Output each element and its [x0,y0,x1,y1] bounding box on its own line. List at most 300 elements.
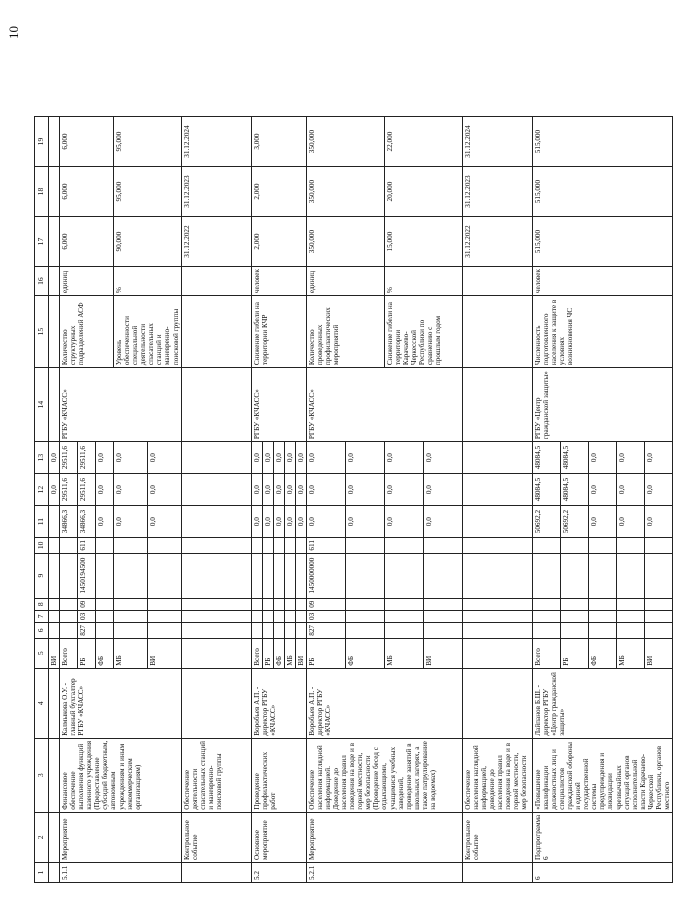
empty-cell [462,368,532,442]
code-vr [251,538,262,554]
code-rz [616,610,644,622]
empty-cell [181,474,251,506]
code-pr [273,598,284,610]
amount-2022: 0,0 [262,506,273,538]
amount-2022: 0,0 [306,506,345,538]
indicator-name: Снижение гибели на территории КЧР [251,296,306,368]
code-grbs: 827 [306,622,345,638]
column-number-header: 17 [35,217,49,267]
funding-row [532,117,560,883]
column-number-header: 7 [35,610,49,622]
amount-2024: 0,0 [284,442,295,474]
code-grbs [251,622,262,638]
code-grbs [423,622,462,638]
amount-2022: 0,0 [616,506,644,538]
code-rz [284,610,295,622]
empty-cell [462,638,532,668]
empty-cell [181,442,251,474]
amount-2022: 0,0 [147,506,181,538]
amount-2024: 29511,6 [78,442,96,474]
column-number-header: 16 [35,267,49,296]
code-csr [284,553,295,598]
amount-2024: 0,0 [114,442,148,474]
code-rz [384,610,423,622]
code-grbs [588,622,616,638]
row-executor: Лайпанов Б.Ш. - директор РГБУ «Центр гражданской защиты» [532,668,672,738]
column-number-header: 18 [35,167,49,217]
empty-cell [181,598,251,610]
code-vr [644,538,672,554]
code-csr [644,553,672,598]
empty-cell [181,296,251,368]
code-vr [114,538,148,554]
funding-source: ВИ [295,638,306,668]
control-event-row [462,117,532,883]
row-description: Финансовое обеспечение выполнения функций казенного учреждения (Предоставление субсидий бюджетным, автономным учреждениям и иным некоммерческим организациям) [60,738,182,812]
funding-source: Всего [532,638,560,668]
empty-cell [462,610,532,622]
column-number-header: 15 [35,296,49,368]
code-csr [588,553,616,598]
code-csr [147,553,181,598]
empty-cell [49,167,60,217]
funding-source: МБ [284,638,295,668]
funding-source: Всего [60,638,78,668]
code-csr [262,553,273,598]
code-pr [345,598,384,610]
code-grbs [262,622,273,638]
deadline-2024: 31.12.2024 [462,117,532,167]
code-csr [96,553,114,598]
amount-2023: 29511,6 [78,474,96,506]
indicator-2023: 20,000 [384,167,462,217]
indicator-2024: 515,000 [532,117,672,167]
row-executor: Воробьев А.П. - директор РГБУ «КЧАСС» [251,668,306,738]
indicator-name: Численность подготовленного населения к защите в условиях возникновения ЧС [532,296,672,368]
code-grbs [560,622,588,638]
funding-source: ВИ [147,638,181,668]
funding-source: ВИ [644,638,672,668]
indicator-name: Количество структурных подразделений АСФ [60,296,114,368]
amount-2022: 0,0 [384,506,423,538]
code-pr [295,598,306,610]
amount-2022: 50692,2 [532,506,560,538]
row-number [181,863,251,883]
code-pr [262,598,273,610]
participant: РГБУ «Центр гражданской защиты» [532,368,672,442]
amount-2022: 0,0 [114,506,148,538]
empty-cell [462,622,532,638]
amount-2023: 0,0 [96,474,114,506]
amount-2023: 0,0 [49,474,60,506]
funding-row [60,117,78,883]
amount-2023: 0,0 [423,474,462,506]
code-grbs [114,622,148,638]
amount-2024: 29511,6 [60,442,78,474]
code-pr [532,598,560,610]
code-pr: 09 [78,598,96,610]
empty-cell [462,442,532,474]
code-rz [147,610,181,622]
amount-2023: 0,0 [284,474,295,506]
code-csr [273,553,284,598]
code-pr [251,598,262,610]
indicator-unit: % [384,267,462,296]
amount-2024: 0,0 [262,442,273,474]
row-number [462,863,532,883]
funding-source: ФБ [273,638,284,668]
amount-2023: 0,0 [588,474,616,506]
row-executor [462,668,532,738]
row-number: 6 [532,863,672,883]
row-description: «Повышение квалификации должностных лиц и специалистов гражданской обороны и единой государственной системы предупреждения и ликвидации чрезвычайных ситуаций органов исполнительной власти Карачаево-Черкесской Республики, органов местного [532,738,672,812]
row-description: Обеспечение деятельности спасательных станций и маневренно-поисковой группы [181,738,251,812]
code-vr [60,538,78,554]
control-event-row [181,117,251,883]
code-rz [251,610,262,622]
program-table [34,116,673,883]
amount-2024: 48084,5 [560,442,588,474]
code-rz [560,610,588,622]
code-pr [284,598,295,610]
code-csr [616,553,644,598]
amount-2022: 0,0 [251,506,262,538]
funding-row [306,117,345,883]
amount-2023: 0,0 [147,474,181,506]
column-number-header: 11 [35,506,49,538]
column-number-header: 5 [35,638,49,668]
code-rz: 03 [78,610,96,622]
code-pr [616,598,644,610]
empty-cell [181,538,251,554]
amount-2022: 0,0 [588,506,616,538]
amount-2023: 0,0 [306,474,345,506]
code-vr: 611 [78,538,96,554]
indicator-unit: человек [251,267,306,296]
code-pr [60,598,78,610]
empty-cell [462,474,532,506]
column-number-row [35,117,49,883]
column-number-header: 6 [35,622,49,638]
code-grbs [273,622,284,638]
code-vr [273,538,284,554]
code-rz [60,610,78,622]
code-vr [284,538,295,554]
amount-2023: 48084,5 [532,474,560,506]
funding-row [251,117,262,883]
row-number [49,863,60,883]
code-rz [345,610,384,622]
indicator-2023: 6,000 [60,167,114,217]
participant: РГБУ «КЧАСС» [306,368,462,442]
indicator-2022: 6,000 [60,217,114,267]
indicator-unit: единиц [60,267,114,296]
empty-cell [49,267,60,296]
amount-2023: 48084,5 [560,474,588,506]
code-pr [114,598,148,610]
indicator-name: Снижение гибели на территории Карачаево-Черкесской Республики по сравнению с прошлым годом [384,296,462,368]
indicator-2023: 515,000 [532,167,672,217]
code-vr [588,538,616,554]
column-number-header: 10 [35,538,49,554]
funding-row [49,117,60,883]
column-number-header: 1 [35,863,49,883]
code-pr [384,598,423,610]
code-vr [532,538,560,554]
code-csr [60,553,78,598]
amount-2022: 0,0 [273,506,284,538]
amount-2024: 0,0 [251,442,262,474]
row-type: Основное мероприятие [251,812,306,862]
participant: РГБУ «КЧАСС» [60,368,182,442]
indicator-name: Количество проведенных профилактических мероприятий [306,296,384,368]
indicator-2024: 3,000 [251,117,306,167]
empty-cell [181,506,251,538]
code-csr [532,553,560,598]
amount-2024: 0,0 [273,442,284,474]
funding-source: ФБ [96,638,114,668]
empty-cell [181,267,251,296]
code-rz [532,610,560,622]
code-csr [560,553,588,598]
indicator-unit: % [114,267,182,296]
amount-2024: 0,0 [345,442,384,474]
empty-cell [181,610,251,622]
amount-2022: 0,0 [423,506,462,538]
deadline-2024: 31.12.2024 [181,117,251,167]
funding-source: РБ [262,638,273,668]
amount-2022: 0,0 [295,506,306,538]
amount-2023: 0,0 [114,474,148,506]
code-rz [295,610,306,622]
code-vr [345,538,384,554]
column-number-header: 19 [35,117,49,167]
column-number-header: 13 [35,442,49,474]
funding-source: ФБ [588,638,616,668]
indicator-2022: 350,000 [306,217,384,267]
code-vr [96,538,114,554]
code-rz [49,610,60,622]
code-vr [384,538,423,554]
row-executor [49,668,60,738]
row-type: Контрольное событие [181,812,251,862]
code-grbs [284,622,295,638]
funding-source: ФБ [345,638,384,668]
indicator-2023: 95,000 [114,167,182,217]
amount-2022: 50692,2 [560,506,588,538]
row-type: Подпрограмма 6 [532,812,672,862]
column-number-header: 2 [35,812,49,862]
empty-cell [462,538,532,554]
indicator-unit: человек [532,267,672,296]
code-grbs: 827 [78,622,96,638]
indicator-2022: 90,000 [114,217,182,267]
amount-2022: 0,0 [284,506,295,538]
amount-2024: 0,0 [616,442,644,474]
code-csr: 1450000000 [306,553,345,598]
code-grbs [147,622,181,638]
amount-2022: 0,0 [644,506,672,538]
empty-cell [49,117,60,167]
code-vr [147,538,181,554]
indicator-2022: 2,000 [251,217,306,267]
empty-cell [181,553,251,598]
amount-2024: 48084,5 [532,442,560,474]
empty-cell [181,638,251,668]
code-rz [423,610,462,622]
code-pr [644,598,672,610]
code-rz [588,610,616,622]
code-csr [345,553,384,598]
row-description [49,738,60,812]
amount-2023: 0,0 [616,474,644,506]
empty-cell [49,217,60,267]
code-pr [560,598,588,610]
row-executor: Воробьев А.П. - директор РГБУ «КЧАСС» [306,668,462,738]
empty-cell [181,368,251,442]
amount-2023: 0,0 [273,474,284,506]
amount-2024: 0,0 [423,442,462,474]
code-rz [273,610,284,622]
row-executor [181,668,251,738]
amount-2023: 0,0 [384,474,423,506]
code-vr: 611 [306,538,345,554]
amount-2022: 34866,3 [60,506,78,538]
indicator-2024: 350,000 [306,117,384,167]
funding-source: РБ [560,638,588,668]
deadline-2023: 31.12.2023 [462,167,532,217]
deadline-2023: 31.12.2023 [181,167,251,217]
row-type [49,812,60,862]
code-vr [423,538,462,554]
amount-2024: 0,0 [644,442,672,474]
amount-2023: 0,0 [644,474,672,506]
code-csr [384,553,423,598]
empty-cell [462,553,532,598]
row-type: Контрольное событие [462,812,532,862]
column-number-header: 8 [35,598,49,610]
funding-source: Всего [251,638,262,668]
indicator-unit: единиц [306,267,384,296]
amount-2024: 0,0 [147,442,181,474]
code-grbs [644,622,672,638]
funding-source: ВИ [423,638,462,668]
amount-2024: 0,0 [295,442,306,474]
code-grbs [532,622,560,638]
deadline-2022: 31.12.2022 [181,217,251,267]
empty-cell [462,267,532,296]
code-rz [644,610,672,622]
code-grbs [616,622,644,638]
indicator-2024: 22,000 [384,117,462,167]
amount-2024: 0,0 [384,442,423,474]
code-grbs [295,622,306,638]
code-pr [147,598,181,610]
code-vr [616,538,644,554]
indicator-2024: 95,000 [114,117,182,167]
code-grbs [345,622,384,638]
column-number-header: 12 [35,474,49,506]
code-csr [295,553,306,598]
page-number: 10 [6,26,21,39]
row-description: Обеспечение населения наглядной информацией. Доведение до населения правил поведения на воде и в горной местности, мер безопасности (Проведение бесед с отдыхающими, учащимися учебных заведений, проведение занятий в школьных лагерях, а также патрулирование на водоемах) [306,738,462,812]
amount-2022: 0,0 [345,506,384,538]
code-csr: 1450194500 [78,553,96,598]
indicator-2022: 15,000 [384,217,462,267]
code-grbs [60,622,78,638]
code-pr [96,598,114,610]
empty-cell [49,296,60,368]
funding-source: МБ [114,638,148,668]
amount-2023: 0,0 [295,474,306,506]
amount-2024: 0,0 [96,442,114,474]
code-rz: 03 [306,610,345,622]
code-vr [560,538,588,554]
code-pr [588,598,616,610]
funding-source: РБ [78,638,96,668]
code-csr [423,553,462,598]
code-vr [295,538,306,554]
amount-2024: 0,0 [306,442,345,474]
indicator-2023: 2,000 [251,167,306,217]
code-pr [423,598,462,610]
row-description: Проведение профилактических работ [251,738,306,812]
participant [49,368,60,442]
column-number-header: 9 [35,553,49,598]
row-number: 5.2.1 [306,863,462,883]
empty-cell [462,296,532,368]
code-vr [262,538,273,554]
code-vr [49,538,60,554]
column-number-header: 3 [35,738,49,812]
amount-2023: 0,0 [251,474,262,506]
funding-source: ВИ [49,638,60,668]
row-number: 5.1.1 [60,863,182,883]
code-grbs [96,622,114,638]
empty-cell [462,506,532,538]
row-type: Мероприятие [306,812,462,862]
amount-2022: 34866,3 [78,506,96,538]
row-description: Обеспечение населения наглядной информацией, доведение до населения правил поведения на воде и в горной местности, мер безопасности [462,738,532,812]
code-pr: 09 [306,598,345,610]
amount-2022 [49,506,60,538]
amount-2023: 0,0 [345,474,384,506]
funding-source: МБ [384,638,423,668]
code-pr [49,598,60,610]
amount-2022: 0,0 [96,506,114,538]
funding-source: МБ [616,638,644,668]
funding-source: РБ [306,638,345,668]
indicator-2022: 515,000 [532,217,672,267]
indicator-2024: 6,000 [60,117,114,167]
indicator-name: Уровень обеспеченности специальной деятельности спасательных станций и маневренно-поисковой группы [114,296,182,368]
row-type: Мероприятие [60,812,182,862]
row-number: 5.2 [251,863,306,883]
column-number-header: 4 [35,668,49,738]
code-rz [262,610,273,622]
column-number-header: 14 [35,368,49,442]
empty-cell [462,598,532,610]
code-grbs [49,622,60,638]
amount-2023: 29511,6 [60,474,78,506]
code-grbs [384,622,423,638]
code-csr [49,553,60,598]
amount-2023: 0,0 [262,474,273,506]
code-rz [96,610,114,622]
code-rz [114,610,148,622]
empty-cell [181,622,251,638]
code-csr [114,553,148,598]
